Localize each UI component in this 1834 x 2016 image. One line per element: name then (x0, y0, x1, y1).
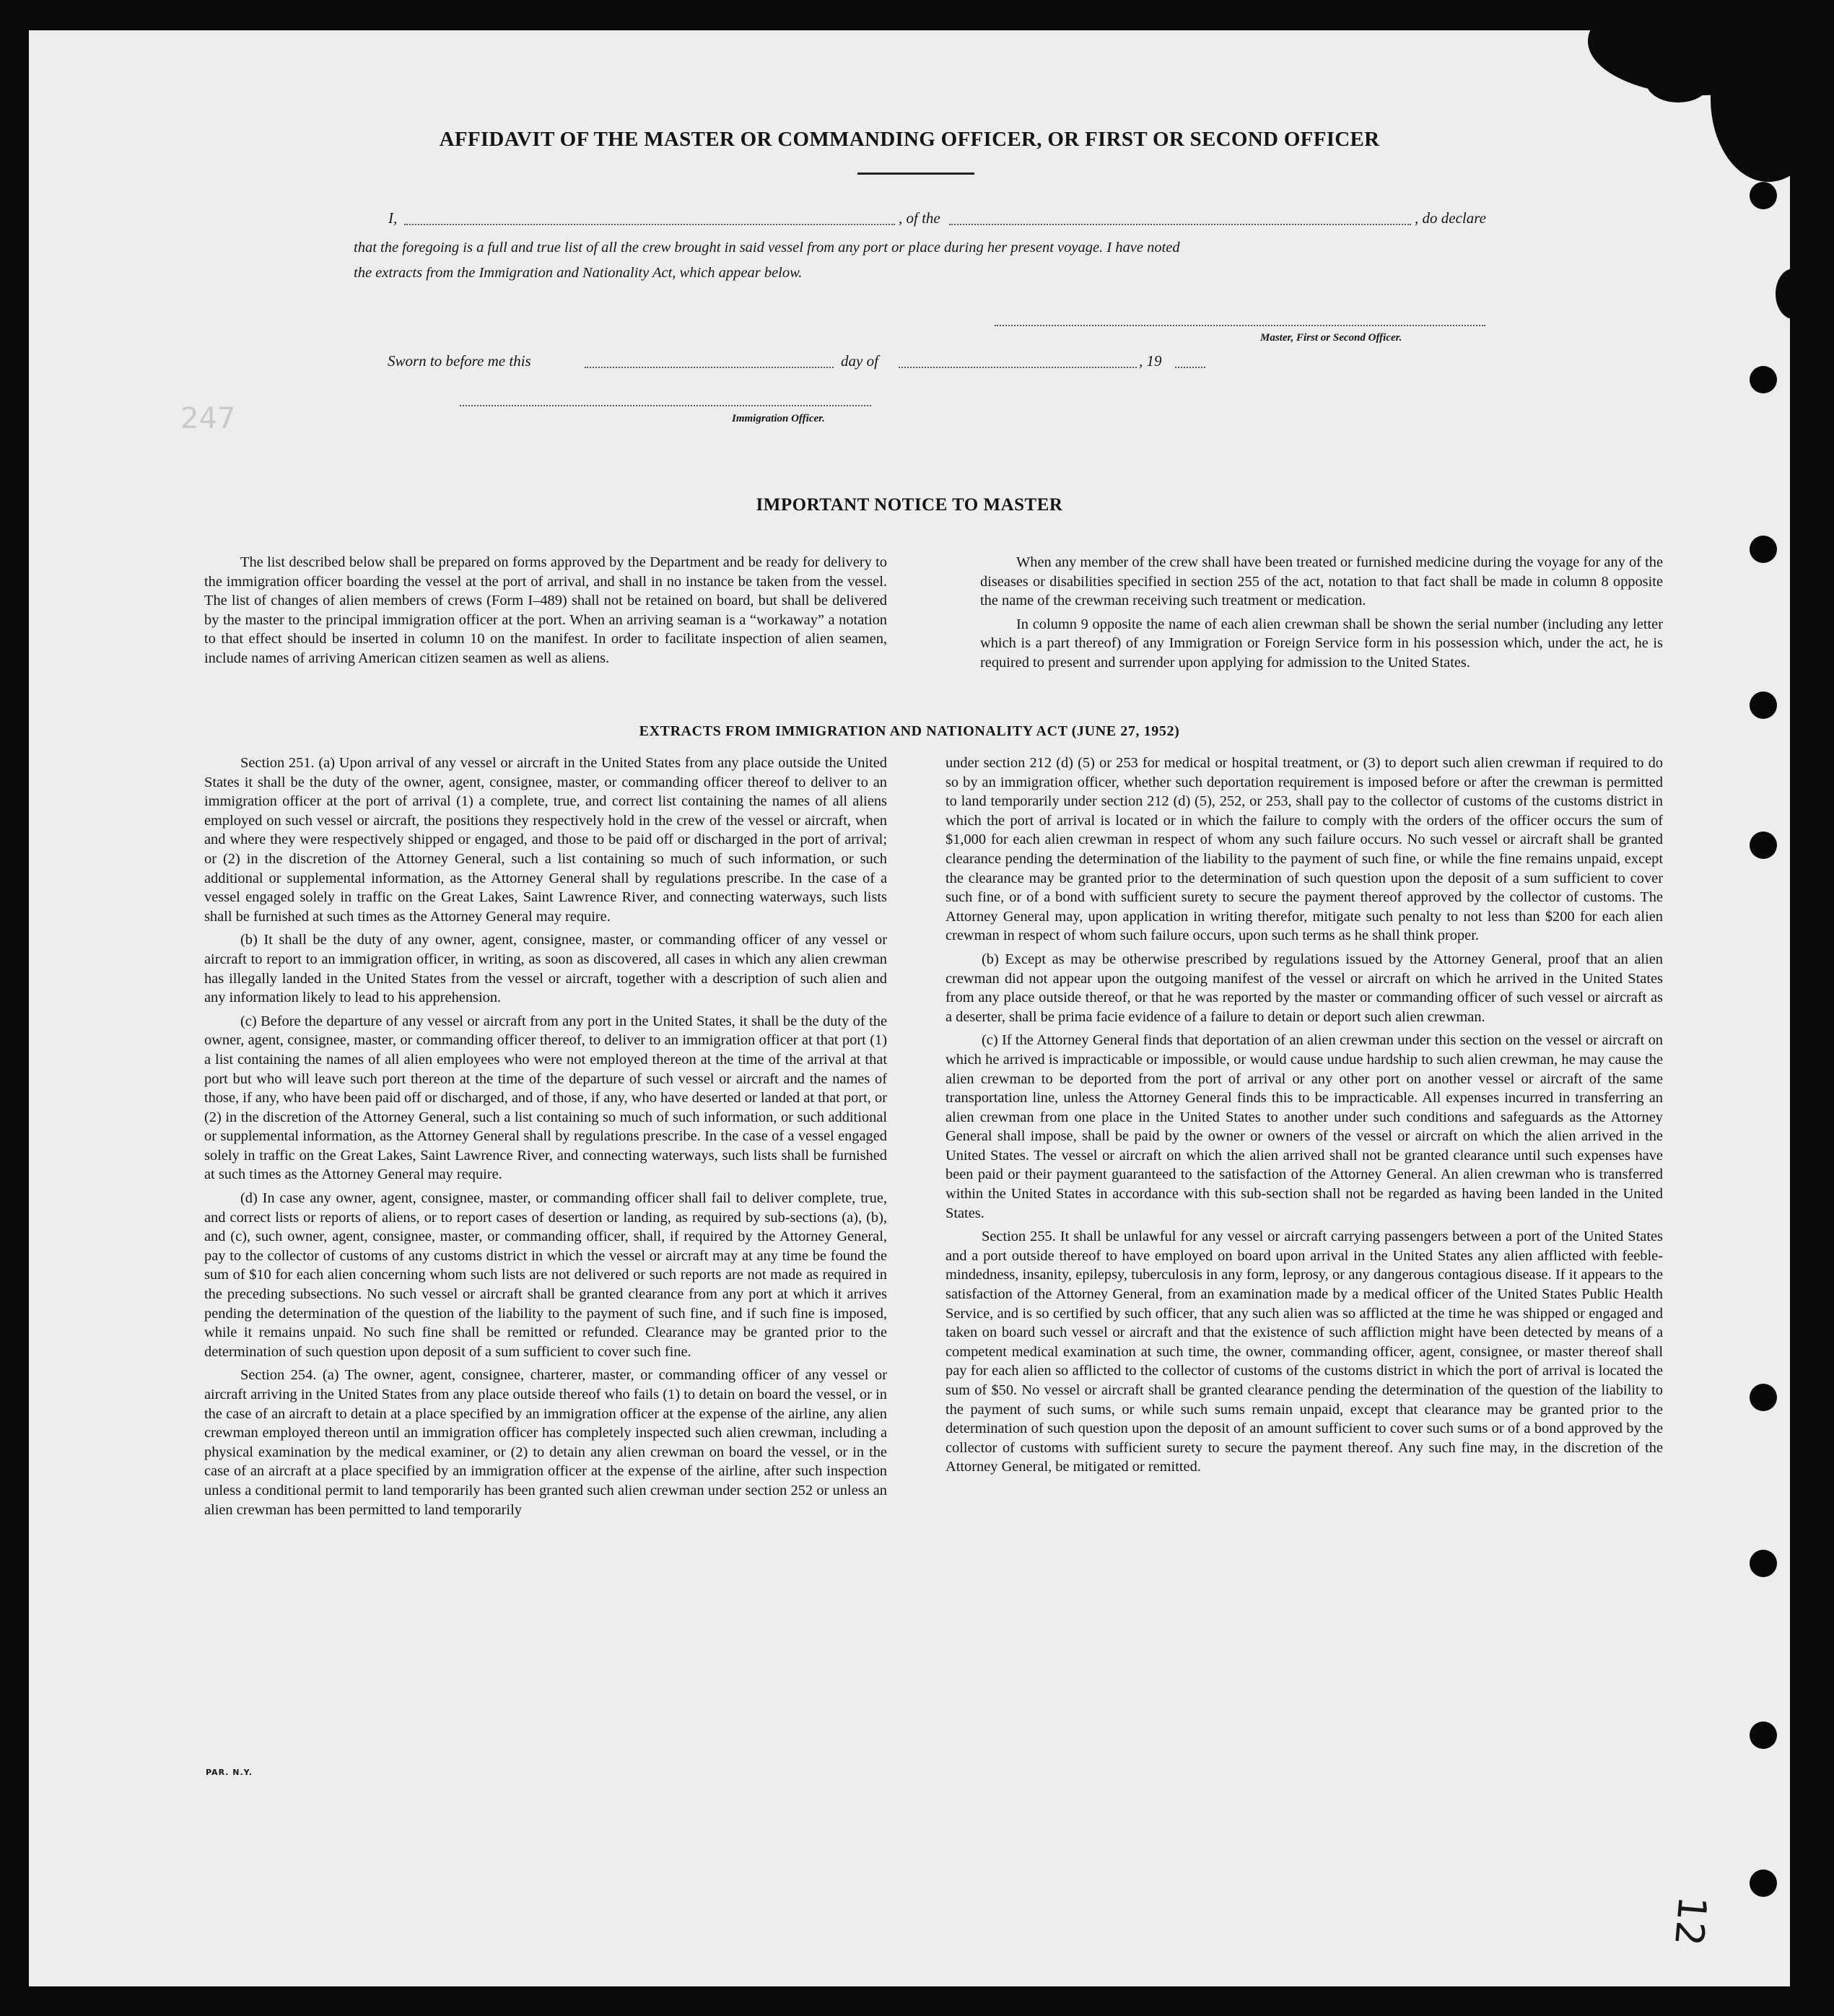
act-left-column (204, 754, 887, 1519)
sworn-label: Sworn to before me this (388, 352, 531, 370)
master-signature-line[interactable] (995, 325, 1485, 326)
sworn-day-field[interactable] (585, 367, 834, 368)
extracts-title: EXTRACTS FROM IMMIGRATION AND NATIONALITY ACT (JUNE 27, 1952) (639, 723, 1180, 739)
sworn-year-field[interactable] (1175, 367, 1205, 368)
notice-paragraph: In column 9 opposite the name of each alien crewman shall be shown the serial number (including any letter which is a part thereof) of any Immigration or Foreign Service form in his possession which, under the act, he is required to present and surrender upon applying for admission to the United States. (980, 616, 1663, 671)
form-page (29, 30, 1790, 1986)
torn-corner (1711, 30, 1790, 182)
section-251-b: (b) It shall be the duty of any owner, agent, consignee, master, or commanding officer of any vessel or aircraft to report to an immigration officer, in writing, as soon as discovered, all cases in which any alien crewman has illegally landed in the United States from the vessel or aircraft, together with a description of such alien and any information likely to lead to his apprehension. (204, 932, 887, 1006)
punch-hole (1750, 366, 1777, 393)
notice-left-column (204, 553, 887, 668)
section-254-a-continued: under section 212 (d) (5) or 253 for medical or hospital treatment, or (3) to deport such alien crewman if required to do so by an immigration officer, whether such deportation requirement is imposed before or after the crewman is permitted to land temporarily under section 212 (d) (5), 252, or 253, shall pay to the collector of customs of the customs district in which the port of arrival is located or in which the failure to comply with the orders of the officer occurs the sum of $1,000 for each alien crewman in respect of whom any such failure occurs. No such vessel or aircraft shall be granted clearance pending the determination of the liability to the payment of such fine, or while the fine remains unpaid, except the clearance may be granted prior to the determination of such question upon the deposit of a sum sufficient to cover such fine, or of a bond with sufficient surety to secure the payment thereof approved by the collector of customs. The Attorney General may, upon application in writing therefor, mitigate such penalty to not less than $200 for each alien crewman in respect of whom such failure occurs, upon such terms as he shall think proper. (946, 755, 1663, 944)
section-251-a: Section 251. (a) Upon arrival of any vessel or aircraft in the United States from any place outside the United States it shall be the duty of the owner, agent, consignee, master, or commanding officer thereof to deliver to an immigration officer at the port of arrival (1) a complete, true, and correct list containing the names of all aliens employed on such vessel or aircraft, the positions they respectively hold in the crew of the vessel or aircraft, when and where they were respectively shipped or engaged, and those to be paid off or discharged in the port of arrival; or (2) in the discretion of the Attorney General, such a list containing so much of such information, or such additional or supplemental information, as the Attorney General shall by regulations prescribe. In the case of a vessel engaged solely in traffic on the Great Lakes, Saint Lawrence River, and connecting waterways, such lists shall be furnished at such times as the Attorney General may require. (204, 755, 887, 925)
torn-corner (1646, 59, 1711, 102)
page-number: 12 (1665, 1894, 1716, 1948)
notice-title: IMPORTANT NOTICE TO MASTER (756, 495, 1063, 515)
day-of-label: day of (841, 352, 878, 370)
officer-signature-line[interactable] (460, 405, 871, 406)
act-right-column (946, 754, 1663, 1477)
section-251-d: (d) In case any owner, agent, consignee, master, or commanding officer shall fail to deliver complete, true, and correct lists or reports of aliens, or to report cases of desertion or landing, as required by sub-sections (a), (b), and (c), such owner, agent, consignee, master, or commanding officer, shall, if required by the Attorney General, pay to the collector of customs of any customs district in which the vessel or aircraft may at any time be found the sum of $10 for each alien concerning whom such lists are not delivered or such reports are not made as required in the preceding subsections. No such vessel or aircraft shall be granted clearance from any port at which it arrives pending the determination of the question of the liability to the payment of such fine, and if such fine is imposed, while it remains unpaid. No such fine shall be remitted or refunded. Clearance may be granted prior to the determination of such question upon deposit of a sum sufficient to cover such fine. (204, 1190, 887, 1360)
section-254-c: (c) If the Attorney General finds that deportation of an alien crewman under this section on the vessel or aircraft on which he arrived is impracticable or impossible, or would cause undue hardship to such alien crewman, he may cause the alien crewman to be deported from the port of arrival or any other port on another vessel or aircraft of the same transportation line, unless the Attorney General finds this to be impracticable. All expenses incurred in transferring an alien crewman from one place in the United States to another under such conditions and safeguards as the Attorney General shall impose, shall be paid by the owner or owners of the vessel or aircraft on which the alien arrived in the United States. The vessel or aircraft on which the alien arrived shall not be granted clearance until such expenses have been paid or their payment guaranteed to the satisfaction of the Attorney General. An alien crewman who is transferred within the United States in accordance with this sub-section shall not be regarded as having been landed in the United States. (946, 1032, 1663, 1221)
section-251-c: (c) Before the departure of any vessel or aircraft from any port in the United States, it shall be the duty of the owner, agent, consignee, master, or commanding officer thereof, to deliver to an immigration officer at that port (1) a list containing the names of all alien employees who were not employed thereon at the time of the arrival at that port but who will leave such port thereon at the time of the departure of such vessel or aircraft and the names of those, if any, who have been paid off or discharged, and of those, if any, who have deserted or landed at that port, or (2) in the discretion of the Attorney General, such a list containing so much of such information, or such additional or supplemental information, as the Attorney General shall by regulations prescribe. In the case of a vessel engaged solely in traffic on the Great Lakes, Saint Lawrence River, and connecting waterways, such lists shall be furnished at such times as the Attorney General may require. (204, 1013, 887, 1183)
punch-hole (1750, 1722, 1777, 1749)
vessel-name-field[interactable] (949, 224, 1411, 225)
officer-signature-caption: Immigration Officer. (732, 413, 825, 424)
of-the-label: , of the (899, 209, 940, 227)
notice-paragraph: The list described below shall be prepared on forms approved by the Department and be ready for delivery to the immigration officer boarding the vessel at the port of arrival, and shall in no instance be taken from the vessel. The list of changes of alien members of crews (Form I–489) shall not be retained on board, but shall be delivered by the master to the principal immigration officer at the port. When an arriving seaman is a “workaway” a notation to that effect should be inserted in column 10 on the manifest. In order to facilitate inspection of alien seamen, include names of arriving American citizen seamen as well as aliens. (204, 554, 887, 666)
pencil-mark: 247 (180, 402, 236, 435)
punch-hole (1750, 1550, 1777, 1577)
do-declare-label: , do declare (1415, 209, 1486, 227)
section-255: Section 255. It shall be unlawful for any vessel or aircraft carrying passengers between a port of the United States and a port outside thereof to have employed on board upon arrival in the United States any alien afflicted with feeble-mindedness, insanity, epilepsy, tuberculosis in any form, leprosy, or any dangerous contagious disease. If it appears to the satisfaction of the Attorney General, from an examination made by a medical officer of the United States Public Health Service, and is so certified by such officer, that any such alien was so afflicted at the time he was shipped or engaged and taken on board such vessel or aircraft and that the existence of such affliction might have been detected by means of a competent medical examination at such time, the owner, commanding officer, agent, consignee, or master thereof shall pay for each alien so afflicted to the collector of customs of the customs district in which the port of arrival is located the sum of $50. No vessel or aircraft shall be granted clearance pending the determination of the question of the liability to the payment of such sums, or while such sums remain unpaid, except that clearance may be granted prior to the determination of such question upon the deposit of an amount sufficient to cover such sums or of a bond approved by the collector of customs with sufficient surety to secure the payment thereof. Any such fine may, in the discretion of the Attorney General, be mitigated or remitted. (946, 1229, 1663, 1475)
master-signature-caption: Master, First or Second Officer. (1260, 332, 1402, 344)
year-label: , 19 (1139, 352, 1162, 370)
punch-hole (1750, 536, 1777, 563)
declaration-line-2: the extracts from the Immigration and Nationality Act, which appear below. (354, 265, 803, 281)
notice-paragraph: When any member of the crew shall have been treated or furnished medicine during the voyage for any of the diseases or disabilities specified in section 255 of the act, notation to that fact shall be made in column 8 opposite the name of the crewman receiving such treatment or medication. (980, 554, 1663, 609)
punch-hole (1750, 1384, 1777, 1411)
section-254-a: Section 254. (a) The owner, agent, consignee, charterer, master, or commanding officer of any vessel or aircraft arriving in the United States from any place outside thereof who fails (1) to detain on board the vessel, or in the case of an aircraft to detain at a place specified by an immigration officer at the expense of the airline, any alien crewman employed thereon until an immigration officer has completely inspected such alien crewman, including a physical examination by the medical examiner, or (2) to detain any alien crewman on board the vessel, or in the case of an aircraft at a place specified by an immigration officer at the expense of the airline, after such inspection unless a conditional permit to land temporarily has been granted such alien crewman under section 252 or unless an alien crewman has been permitted to land temporarily (204, 1367, 887, 1518)
punch-hole (1750, 182, 1777, 209)
title-rule (857, 173, 974, 175)
master-name-field[interactable] (404, 224, 895, 225)
punch-hole (1750, 832, 1777, 859)
torn-edge (1776, 269, 1790, 319)
declaration-line-1: that the foregoing is a full and true list of all the crew brought in said vessel from any port or place during her present voyage. I have noted (354, 240, 1180, 256)
affidavit-title: AFFIDAVIT OF THE MASTER OR COMMANDING OFFICER, OR FIRST OR SECOND OFFICER (439, 128, 1380, 151)
printer-mark: PAR. N.Y. (206, 1768, 253, 1777)
i-label: I, (388, 209, 398, 227)
notice-right-column (980, 553, 1663, 673)
punch-hole (1750, 1869, 1777, 1897)
section-254-b: (b) Except as may be otherwise prescribed by regulations issued by the Attorney General, proof that an alien crewman did not appear upon the outgoing manifest of the vessel or aircraft on which he arrived in the United States from any place outside thereof, or that he was reported by the master or commanding officer of such vessel or aircraft as a deserter, shall be prima facie evidence of a failure to detain or deport such alien crewman. (946, 951, 1663, 1025)
punch-hole (1750, 691, 1777, 719)
sworn-month-field[interactable] (899, 367, 1137, 368)
